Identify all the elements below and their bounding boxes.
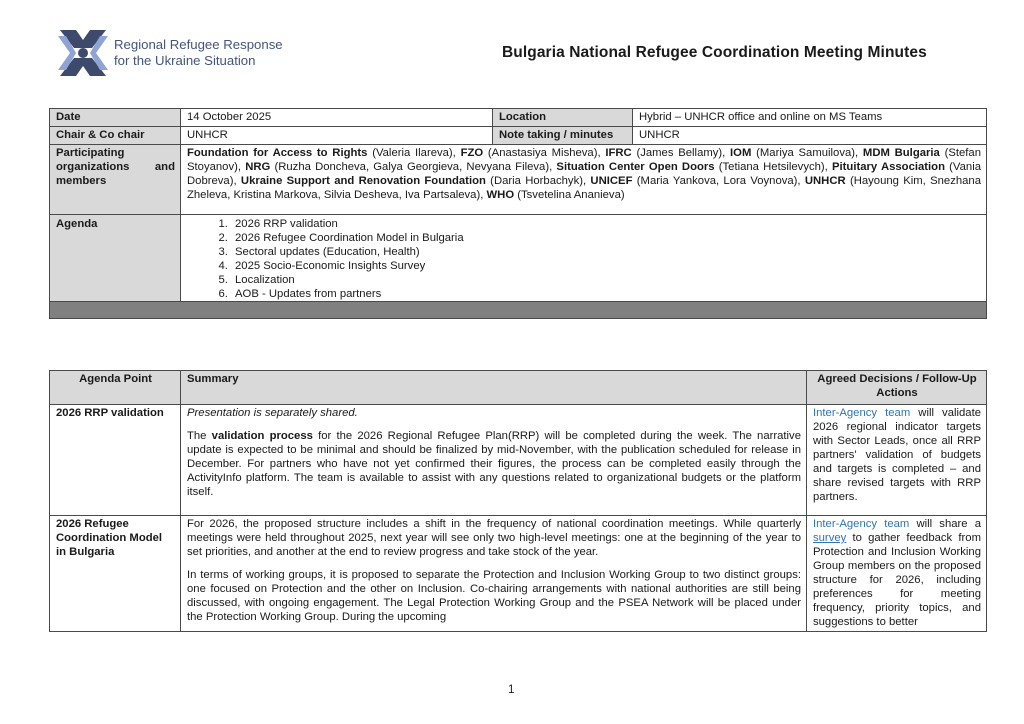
participants-label: Participating organizations and members xyxy=(50,145,181,215)
note-taking-value: UNHCR xyxy=(633,127,987,145)
participant-org: UNHCR xyxy=(804,175,846,187)
decision-cell xyxy=(807,516,987,632)
participant-org: IFRC xyxy=(605,147,632,159)
participant-org: FZO xyxy=(460,147,484,159)
participants-row xyxy=(50,145,987,215)
date-label: Date xyxy=(50,109,181,127)
participant-members: (Maria Yankova, Lora Voynova), xyxy=(632,175,805,187)
header-summary: Summary xyxy=(181,371,807,405)
survey-link[interactable]: survey xyxy=(813,532,847,544)
summary-note: Presentation is separately shared. xyxy=(187,407,358,419)
participant-org: IOM xyxy=(730,147,752,159)
participant-org: NRG xyxy=(245,161,271,173)
agenda-point-cell: 2026 RRP validation xyxy=(50,405,181,516)
header-decisions: Agreed Decisions / Follow-Up Actions xyxy=(807,371,987,405)
date-location-row xyxy=(50,109,987,127)
participant-members: (Mariya Samuilova), xyxy=(751,147,863,159)
minutes-row xyxy=(50,516,987,632)
participant-members: (Daria Horbachyk), xyxy=(485,175,591,187)
agenda-row xyxy=(50,215,987,302)
date-value: 14 October 2025 xyxy=(181,109,493,127)
summary-text: for the 2026 Regional Refugee Plan(RRP) will be completed during the week. The narrative update is expected to be minimal and should be finalized by mid-November, with the publication scheduled for release in December. For partners who have not yet confirmed their figures, the process can be completed easily through the ActivityInfo platform. The team is available to assist with any questions related to organizational budgets or the platform itself. xyxy=(187,430,801,498)
summary-paragraph: For 2026, the proposed structure includes a shift in the frequency of national coordination meetings. While quarterly meetings were held throughout 2025, next year will see only two high-level meetings: one at the beginning of the year to set priorities, and another at the end to review progress and take stock of the year. xyxy=(187,518,801,558)
regional-refugee-response-logo-icon xyxy=(56,26,110,80)
participant-org: Situation Center Open Doors xyxy=(556,161,715,173)
participants-list xyxy=(181,145,987,215)
meeting-info-table xyxy=(49,108,987,319)
agenda-point-cell: 2026 Refugee Coordination Model in Bulgaria xyxy=(50,516,181,632)
agenda-item: 3. Sectoral updates (Education, Health) xyxy=(231,245,981,259)
location-value: Hybrid – UNHCR office and online on MS Teams xyxy=(633,109,987,127)
agenda-item: 4. 2025 Socio-Economic Insights Survey xyxy=(231,259,981,273)
decision-text: will validate 2026 regional indicator targets with Sector Leads, once all RRP partners' validation of budgets and targets is completed – and share revised targets with RRP partners. xyxy=(813,407,981,503)
logo-line-1: Regional Refugee Response xyxy=(114,37,283,52)
agenda-item: 6. AOB - Updates from partners xyxy=(231,287,981,301)
participant-members: (Anastasiya Misheva), xyxy=(483,147,606,159)
minutes-table xyxy=(49,370,987,632)
summary-cell xyxy=(181,405,807,516)
participant-org: Pituitary Association xyxy=(831,161,945,173)
participant-members: (Hayoung Kim, Snezhana Zheleva, Kristina Markova, Silvia Desheva, Iva Partsaleva), xyxy=(187,175,981,201)
participant-members: (Tetiana Hetsilevych), xyxy=(714,161,832,173)
participant-org: Foundation for Access to Rights xyxy=(187,147,368,159)
note-taking-label: Note taking / minutes xyxy=(493,127,633,145)
agenda-item: 2. 2026 Refugee Coordination Model in Bulgaria xyxy=(231,231,981,245)
summary-cell xyxy=(181,516,807,632)
chair-label: Chair & Co chair xyxy=(50,127,181,145)
participant-org: Ukraine Support and Renovation Foundation xyxy=(240,175,486,187)
agenda-item: 5. Localization xyxy=(231,273,981,287)
header-logo xyxy=(56,26,283,80)
page-number: 1 xyxy=(508,684,515,696)
agenda-item: 1. 2026 RRP validation xyxy=(231,217,981,231)
summary-paragraph xyxy=(187,429,801,513)
decision-actor: Inter-Agency team xyxy=(813,518,910,530)
agenda-label: Agenda xyxy=(50,215,181,302)
decision-text: will share a xyxy=(909,518,981,530)
location-label: Location xyxy=(493,109,633,127)
logo-line-2: for the Ukraine Situation xyxy=(114,53,256,68)
participant-members: (Vania Dobreva), xyxy=(187,161,981,187)
participant-org: WHO xyxy=(486,189,515,201)
participant-org: UNICEF xyxy=(590,175,633,187)
summary-bold-text: validation process xyxy=(211,430,313,442)
decision-actor: Inter-Agency team xyxy=(813,407,911,419)
summary-paragraph: In terms of working groups, it is proposed to separate the Protection and Inclusion Working Group to two distinct groups: one focused on Protection and the other on Inclusion. Co-chairing arrangements with national authorities are still being discussed, with ongoing engagement. The Legal Protection Working Group and the PSEA Network will be placed under the Protection Working Group. During the upcoming xyxy=(187,569,801,623)
participant-members: (Stefan Stoyanov), xyxy=(187,147,981,173)
participant-members: (Tsvetelina Ananieva) xyxy=(514,189,625,201)
minutes-header-row xyxy=(50,371,987,405)
participant-members: (Valeria Ilareva), xyxy=(367,147,461,159)
header-agenda-point: Agenda Point xyxy=(50,371,181,405)
agenda-cell xyxy=(181,215,987,302)
separator-row xyxy=(50,302,987,319)
minutes-row xyxy=(50,405,987,516)
separator-cell xyxy=(50,302,987,319)
chair-value: UNHCR xyxy=(181,127,493,145)
participant-members: (James Bellamy), xyxy=(631,147,731,159)
decision-text: to gather feedback from Protection and Inclusion Working Group members on the proposed structure for 2026, including preferences for meeting frequency, priority topics, and suggestions to better xyxy=(813,532,981,628)
chair-note-row xyxy=(50,127,987,145)
decision-cell xyxy=(807,405,987,516)
participant-org: MDM Bulgaria xyxy=(862,147,940,159)
summary-text: The xyxy=(187,430,212,442)
agenda-list xyxy=(187,217,981,301)
participant-members: (Ruzha Doncheva, Galya Georgieva, Nevyana Fileva), xyxy=(270,161,557,173)
document-title: Bulgaria National Refugee Coordination Meeting Minutes xyxy=(502,44,927,61)
